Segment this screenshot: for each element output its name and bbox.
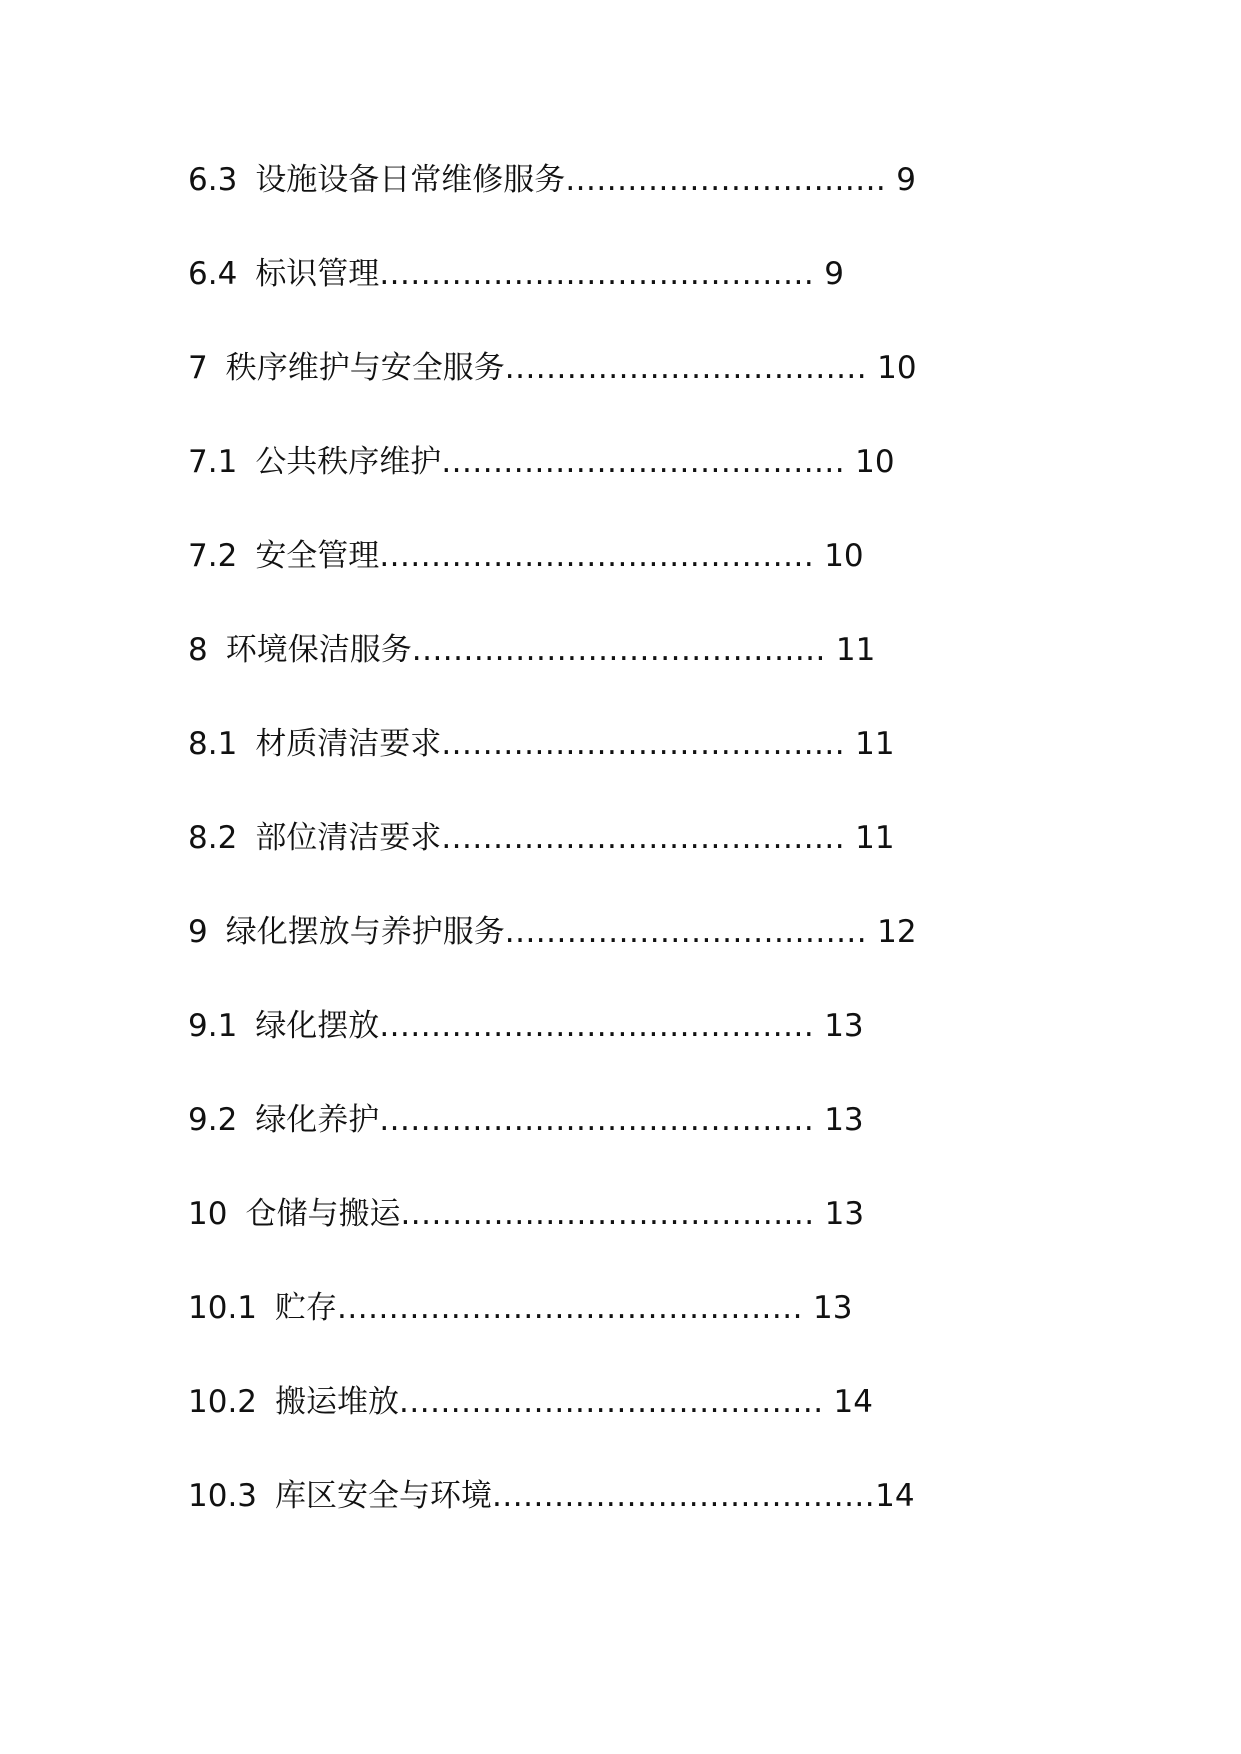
toc-page-number: 10 [877,350,917,386]
toc-title: 绿化摆放与养护服务 [225,914,505,950]
toc-entry-9[interactable] [188,912,1088,1006]
toc-title: 搬运堆放 [275,1384,400,1420]
toc-page-number: 12 [877,914,917,950]
toc-title: 绿化养护 [255,1102,380,1138]
toc-page-number: 14 [875,1478,915,1514]
toc-title: 贮存 [275,1290,338,1326]
toc-leader: .......................................... [379,1102,815,1138]
toc-number: 7 [188,350,208,386]
toc-page-number: 10 [824,538,864,574]
toc-page-number: 9 [824,256,844,292]
toc-title: 部位清洁要求 [255,820,442,856]
toc-leader: ....................................... [441,726,846,762]
toc-leader: ................................... [504,914,868,950]
toc-page-number: 14 [833,1384,873,1420]
toc-entry-10-1[interactable] [188,1288,1088,1382]
toc-entry-9-1[interactable] [188,1006,1088,1100]
toc-title: 仓储与搬运 [245,1196,401,1232]
toc-number: 9.2 [188,1102,238,1138]
toc-title: 标识管理 [255,256,380,292]
toc-leader: .......................................... [379,1008,815,1044]
toc-title: 安全管理 [255,538,380,574]
toc-number: 9 [188,914,208,950]
toc-page-number: 13 [824,1102,864,1138]
toc-page-number: 13 [824,1008,864,1044]
toc-leader: ....................................... [441,444,846,480]
toc-entry-6-4[interactable] [188,254,1088,348]
toc-leader: ............................... [565,162,887,198]
toc-number: 10.2 [188,1384,258,1420]
toc-entry-6-3[interactable] [188,160,1088,254]
toc-title: 公共秩序维护 [255,444,442,480]
toc-number: 8.1 [188,726,238,762]
toc-leader: ..................................... [492,1478,876,1514]
toc-number: 7.2 [188,538,238,574]
toc-title: 绿化摆放 [255,1008,380,1044]
toc-page-number: 10 [855,444,895,480]
toc-leader: ............................................. [337,1290,803,1326]
toc-entry-10[interactable] [188,1194,1088,1288]
toc-number: 8.2 [188,820,238,856]
toc-entry-8[interactable] [188,630,1088,724]
toc-entry-10-2[interactable] [188,1382,1088,1476]
toc-number: 8 [188,632,208,668]
toc-title: 秩序维护与安全服务 [225,350,505,386]
toc-entry-9-2[interactable] [188,1100,1088,1194]
toc-leader: .......................................... [379,256,815,292]
toc-entry-7-2[interactable] [188,536,1088,630]
toc-page-number: 9 [896,162,917,198]
toc-number: 6.4 [188,256,238,292]
toc-number: 9.1 [188,1008,238,1044]
toc-entry-8-2[interactable] [188,818,1088,912]
toc-number: 10.1 [188,1290,258,1326]
toc-leader: ....................................... [441,820,846,856]
toc-title: 环境保洁服务 [225,632,412,668]
toc-number: 6.3 [188,162,238,198]
toc-leader: ................................... [504,350,868,386]
toc-leader: .......................................... [379,538,815,574]
toc-number: 10 [188,1196,228,1232]
toc-entry-7[interactable] [188,348,1088,442]
toc-leader: ......................................... [399,1384,824,1420]
toc-title: 材质清洁要求 [255,726,442,762]
toc-entry-10-3[interactable] [188,1476,1088,1570]
toc-number: 7.1 [188,444,238,480]
toc-page-number: 11 [855,726,895,762]
toc-entry-8-1[interactable] [188,724,1088,818]
table-of-contents [188,160,1088,1570]
toc-page-number: 13 [812,1290,853,1326]
toc-page-number: 11 [855,820,895,856]
toc-title: 设施设备日常维修服务 [255,162,566,198]
toc-entry-7-1[interactable] [188,442,1088,536]
toc-title: 库区安全与环境 [275,1478,493,1514]
toc-number: 10.3 [188,1478,258,1514]
toc-leader: ........................................ [411,632,826,668]
toc-page-number: 11 [835,632,876,668]
toc-leader: ........................................ [400,1196,815,1232]
toc-page-number: 13 [824,1196,865,1232]
